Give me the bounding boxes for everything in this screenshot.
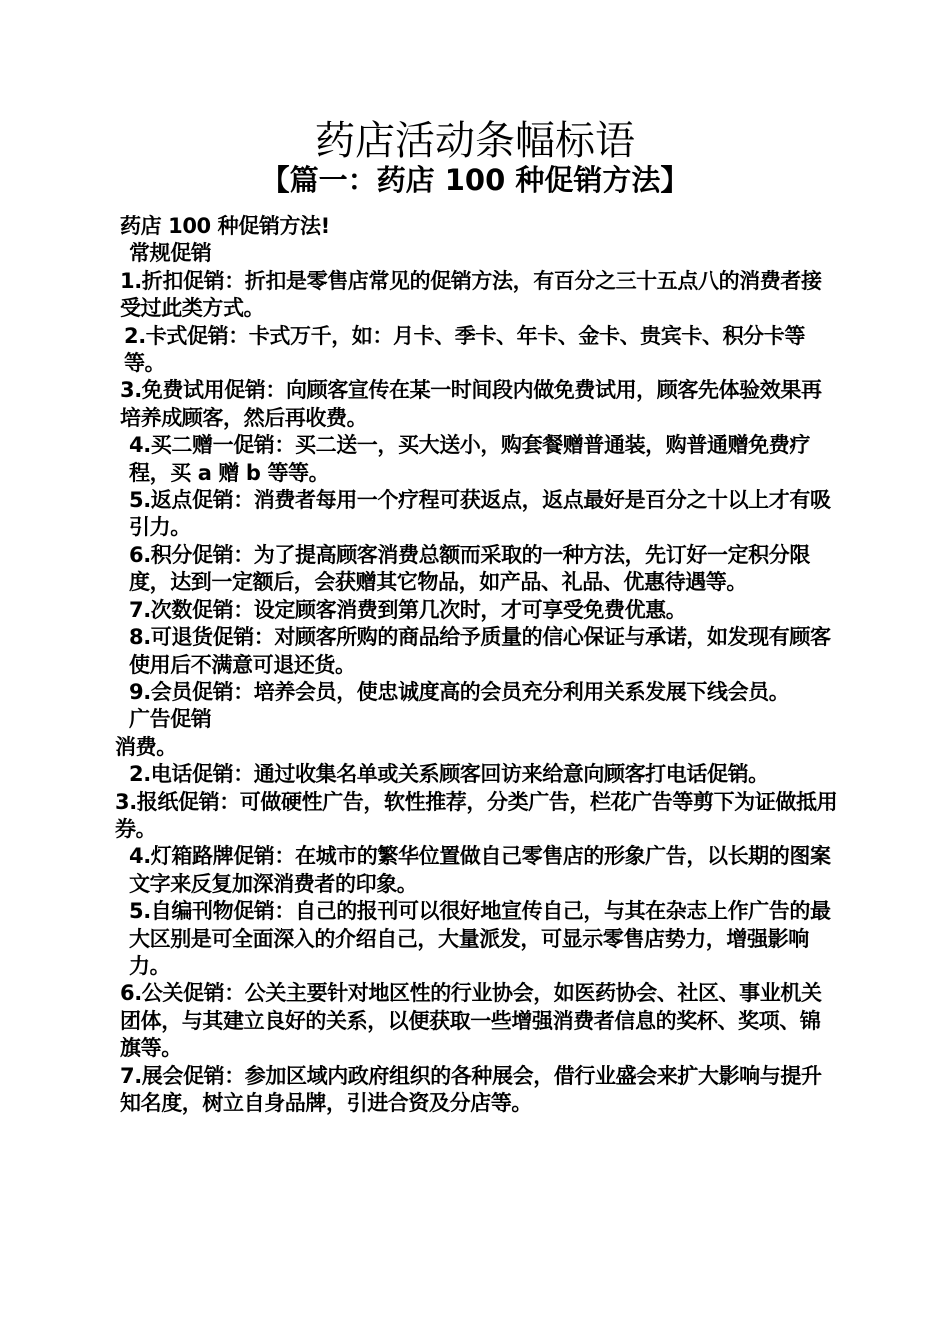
list-item: 1.折扣促销：折扣是零售店常见的促销方法，有百分之三十五点八的消费者接受过此类方式。 bbox=[120, 268, 822, 321]
list-item: 5.自编刊物促销：自己的报刊可以很好地宣传自己，与其在杂志上作广告的最大区别是可全面深入的介绍自己，大量派发，可显示零售店势力，增强影响力。 bbox=[129, 899, 831, 978]
section-title-regular: 常规促销 bbox=[129, 241, 212, 266]
list-item: 4.灯箱路牌促销：在城市的繁华位置做自己零售店的形象广告，以长期的图案文字来反复加深消费者的印象。 bbox=[129, 844, 831, 896]
list-item: 9.会员促销：培养会员，使忠诚度高的会员充分利用关系发展下线会员。 bbox=[129, 679, 790, 704]
list-item: 2.电话促销：通过收集名单或关系顾客回访来给意向顾客打电话促销。 bbox=[129, 762, 769, 787]
section-heading: 药店 100 种促销方法! bbox=[120, 214, 330, 238]
list-item: 4.买二赠一促销：买二送一，买大送小，购套餐赠普通装，购普通赠免费疗程，买 a 赠 b 等等。 bbox=[129, 433, 810, 485]
list-item: 3.免费试用促销：向顾客宣传在某一时间段内做免费试用，顾客先体验效果再培养成顾客，然后再收费。 bbox=[120, 378, 822, 430]
list-item: 7.展会促销：参加区域内政府组织的各种展会，借行业盛会来扩大影响与提升知名度，树立自身品牌，引进合资及分店等。 bbox=[120, 1063, 822, 1115]
document-body bbox=[115, 213, 840, 1117]
page-title: 药店活动条幅标语 bbox=[315, 118, 635, 164]
section-title-ad: 广告促销 bbox=[129, 707, 212, 732]
list-item: 2.卡式促销：卡式万千，如：月卡、季卡、年卡、金卡、贵宾卡、积分卡等等。 bbox=[124, 323, 805, 376]
list-item: 8.可退货促销：对顾客所购的商品给予质量的信心保证与承诺，如发现有顾客使用后不满意可退还货。 bbox=[129, 625, 831, 677]
list-item: 3.报纸促销：可做硬性广告，软性推荐，分类广告，栏花广告等剪下为证做抵用券。 bbox=[115, 789, 838, 841]
list-item: 6.公关促销：公关主要针对地区性的行业协会，如医药协会、社区、事业机关团体，与其建立良好的关系，以便获取一些增强消费者信息的奖杯、奖项、锦旗等。 bbox=[120, 981, 822, 1061]
list-item: 5.返点促销：消费者每用一个疗程可获返点，返点最好是百分之十以上才有吸引力。 bbox=[129, 488, 831, 540]
list-item: 7.次数促销：设定顾客消费到第几次时，才可享受免费优惠。 bbox=[129, 597, 687, 622]
list-item: 6.积分促销：为了提高顾客消费总额而采取的一种方法，先订好一定积分限度，达到一定额后，会获赠其它物品，如产品、礼品、优惠待遇等。 bbox=[129, 542, 810, 595]
page-subtitle: 【篇一：药店 100 种促销方法】 bbox=[260, 163, 690, 197]
text-fragment: 消费。 bbox=[115, 734, 177, 759]
